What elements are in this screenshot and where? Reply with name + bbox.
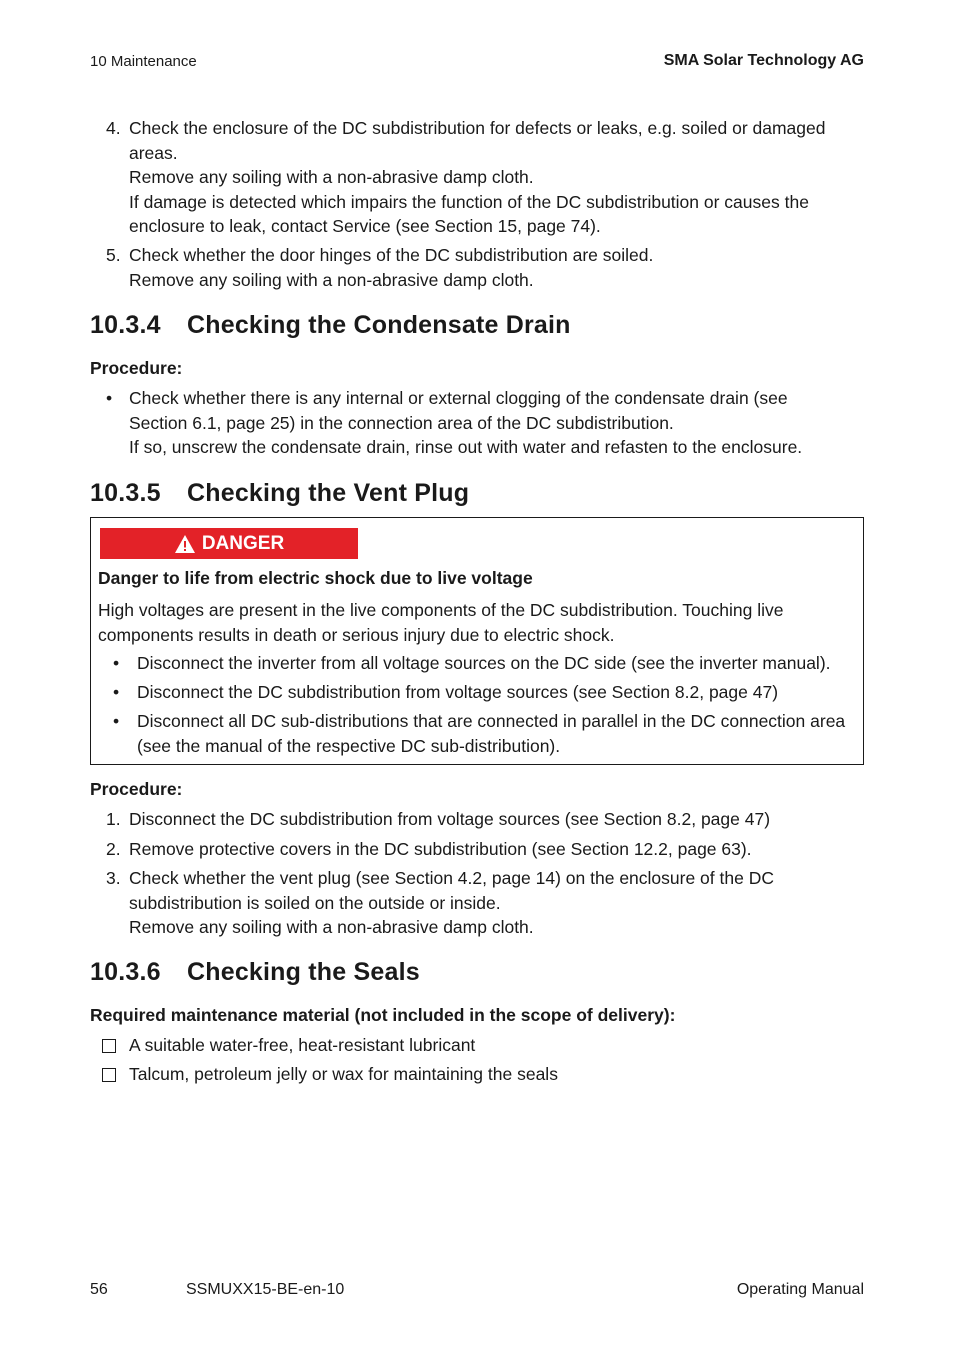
danger-description <box>98 598 858 647</box>
list-item <box>106 837 846 862</box>
list-number: 4. <box>106 118 121 138</box>
list-line: Remove any soiling with a non-abrasive damp cloth. <box>129 167 534 187</box>
list-line: Disconnect the DC subdistribution from voltage sources (see Section 8.2, page 47) <box>137 682 779 702</box>
list-line: enclosure to leak, contact Service (see Section 15, page 74). <box>129 216 601 236</box>
danger-label: DANGER <box>201 532 285 554</box>
list-line: Disconnect the inverter from all voltage sources on the DC side (see the inverter manual). <box>137 653 831 673</box>
list-number: 2. <box>106 839 121 859</box>
list-line: Remove any soiling with a non-abrasive damp cloth. <box>129 917 534 937</box>
list-line: areas. <box>129 142 178 163</box>
bullet-marker: • <box>113 653 120 673</box>
list-item <box>113 680 853 705</box>
list-line: Remove protective covers in the DC subdistribution (see Section 12.2, page 63). <box>129 839 752 859</box>
list-number: 3. <box>106 868 121 888</box>
list-item <box>106 116 846 239</box>
section-heading-seals <box>90 958 420 987</box>
document-type: Operating Manual <box>736 1281 864 1298</box>
list-item <box>113 651 853 676</box>
list-line: Remove any soiling with a non-abrasive damp cloth. <box>129 269 534 290</box>
section-title: Checking the Vent Plug <box>187 479 470 507</box>
section-number: 10.3.6 <box>90 958 161 986</box>
section-title: Checking the Seals <box>187 958 420 986</box>
list-line: Check whether there is any internal or external clogging of the condensate drain (see <box>129 388 788 408</box>
list-item <box>113 709 853 758</box>
material-label: Required maintenance material (not included in the scope of delivery): <box>90 1005 676 1025</box>
list-line: Section 6.1, page 25) in the connection area of the DC subdistribution. <box>129 412 674 433</box>
procedure-label: Procedure: <box>90 779 183 799</box>
section-heading-condensate-drain <box>90 311 571 340</box>
procedure-label: Procedure: <box>90 358 183 378</box>
list-line: (see the manual of the respective DC sub-distribution). <box>137 735 561 756</box>
list-line: If so, unscrew the condensate drain, rinse out with water and refasten to the enclosure. <box>129 437 803 457</box>
list-line: Talcum, petroleum jelly or wax for maintaining the seals <box>129 1064 558 1084</box>
bullet-marker: • <box>113 682 120 702</box>
list-line: A suitable water-free, heat-resistant lubricant <box>129 1035 476 1055</box>
list-item <box>106 243 846 292</box>
page-number: 56 <box>90 1281 108 1298</box>
running-header-section: 10 Maintenance <box>90 53 197 70</box>
warning-triangle-icon <box>174 534 196 554</box>
list-item <box>106 386 846 460</box>
list-line: subdistribution is soiled on the outside or inside. <box>129 892 501 913</box>
danger-text-line: components results in death or serious injury due to electric shock. <box>98 624 615 645</box>
bullet-marker: • <box>113 711 120 731</box>
list-line: Disconnect the DC subdistribution from voltage sources (see Section 8.2, page 47) <box>129 809 771 829</box>
bullet-marker: • <box>106 388 113 408</box>
list-number: 5. <box>106 245 121 265</box>
list-number: 1. <box>106 809 121 829</box>
running-header-company: SMA Solar Technology AG <box>663 52 864 69</box>
section-title: Checking the Condensate Drain <box>187 311 571 339</box>
list-line: Check the enclosure of the DC subdistribution for defects or leaks, e.g. soiled or damaged <box>129 118 826 138</box>
checklist-item <box>102 1033 842 1058</box>
danger-title: Danger to life from electric shock due to live voltage <box>98 568 533 588</box>
list-line: Check whether the door hinges of the DC subdistribution are soiled. <box>129 245 654 265</box>
list-item <box>106 866 846 940</box>
danger-banner <box>100 528 358 559</box>
section-heading-vent-plug <box>90 479 469 508</box>
document-id: SSMUXX15-BE-en-10 <box>186 1281 345 1298</box>
checkbox-icon <box>102 1068 116 1082</box>
list-line: Disconnect all DC sub-distributions that are connected in parallel in the DC connection area <box>137 711 846 731</box>
section-number: 10.3.4 <box>90 311 161 339</box>
danger-notice-box <box>90 517 864 765</box>
section-number: 10.3.5 <box>90 479 161 507</box>
list-item <box>106 807 846 832</box>
list-line: If damage is detected which impairs the function of the DC subdistribution or causes the <box>129 191 809 212</box>
checklist-item <box>102 1062 842 1087</box>
list-line: Check whether the vent plug (see Section 4.2, page 14) on the enclosure of the DC <box>129 868 774 888</box>
danger-text-line: High voltages are present in the live components of the DC subdistribution. Touching live <box>98 600 784 620</box>
checkbox-icon <box>102 1039 116 1053</box>
